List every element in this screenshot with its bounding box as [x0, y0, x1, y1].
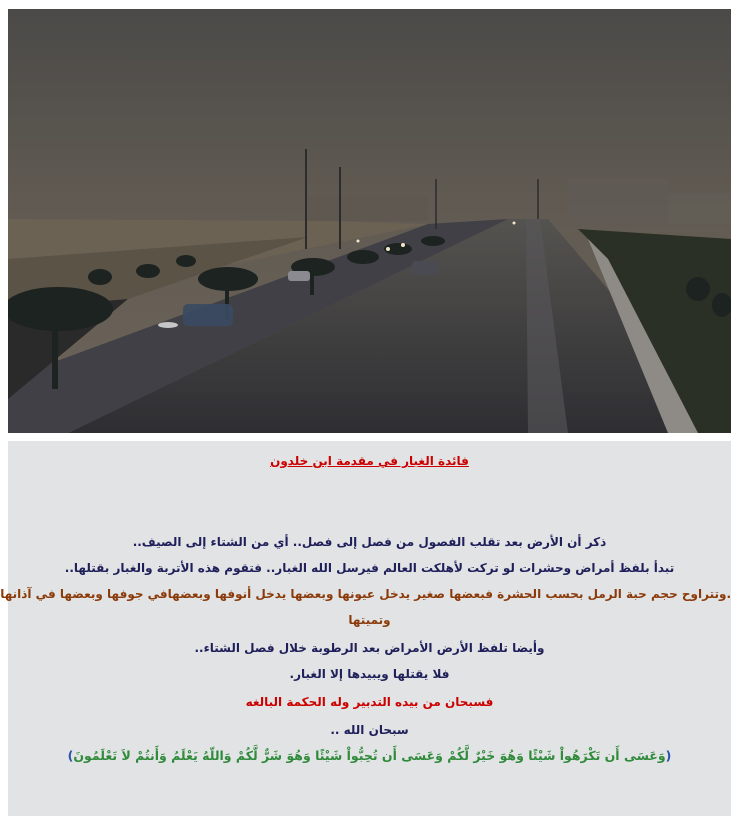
dusty-highway-photo: [8, 9, 731, 433]
article-line-7: فسبحان من بيده التدبير وله الحكمة البالغه: [245, 695, 494, 709]
verse-close-paren: ): [67, 748, 74, 763]
article-line-3: .وتتراوح حجم حبة الرمل بحسب الحشرة فبعضها صغير يدخل عيونها وبعضها يدخل أنوفها وبعضهافي جوفها وبعضها في آذانها: [0, 587, 731, 601]
quran-verse: [8, 748, 731, 763]
verse-text: وَعَسَى أَن تَكْرَهُواْ شَيْئًا وَهُوَ خَيْرٌ لَّكُمْ وَعَسَى أَن تُحِبُّواْ شَيْئًا وَهُوَ شَرٌّ لَّكُمْ وَاللّهُ يَعْلَمُ وَأَنتُمْ لاَ تَعْلَمُونَ: [73, 748, 666, 763]
article-line-1: ذكر أن الأرض بعد تقلب الفصول من فصل إلى فصل.. أي من الشتاء إلى الصيف..: [132, 535, 607, 549]
verse-open-paren: (: [665, 748, 672, 763]
article-panel: [0, 441, 731, 816]
article-line-2: تبدأ بلفظ أمراض وحشرات لو تركت لأهلكت العالم فيرسل الله الغبار.. فتقوم هذه الأتربة والغبار بقتلها..: [64, 561, 675, 575]
photo-illustration: [8, 9, 731, 433]
article-line-8: سبحان الله ..: [330, 723, 409, 737]
article-title[interactable]: فائدة الغبار في مقدمة ابن خلدون: [270, 454, 469, 468]
article-line-5: وأيضا تلفظ الأرض الأمراض بعد الرطوبة خلال فصل الشتاء..: [194, 641, 545, 655]
article-line-4: وتميتها: [348, 613, 391, 627]
article-line-6: فلا يقتلها ويبيدها إلا الغبار.: [289, 667, 450, 681]
